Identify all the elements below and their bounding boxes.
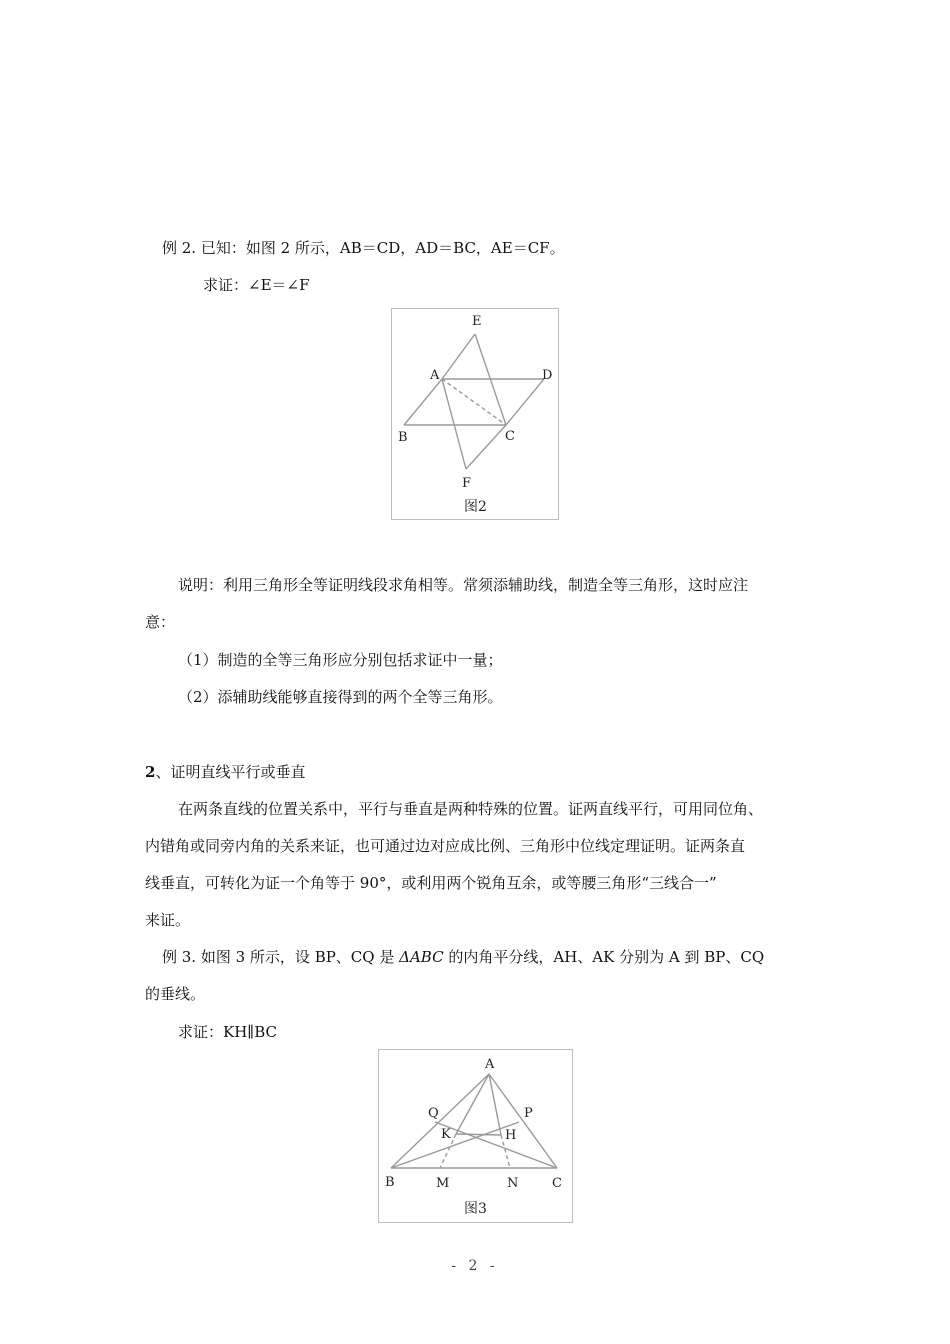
example3-line-1 (162, 946, 764, 967)
example3-line-2: 的垂线。 (145, 985, 206, 1003)
label-n: N (507, 1176, 519, 1191)
example3-prove: 求证：KH∥BC (178, 1023, 277, 1041)
figure-2 (391, 308, 559, 520)
label-d: D (542, 368, 553, 383)
label-b: B (385, 1175, 395, 1190)
section-2-title: 、证明直线平行或垂直 (155, 763, 306, 781)
segment-cd (506, 379, 544, 425)
segment-af (442, 379, 466, 469)
example3-line-1-end: 的内角平分线，AH、AK 分别为 A 到 BP、CQ (448, 948, 765, 966)
label-c: C (505, 429, 515, 444)
label-h: H (505, 1128, 517, 1143)
section-2-para-line-2: 内错角或同旁内角的关系来证，也可通过边对应成比例、三角形中位线定理证明。证两条直 (145, 837, 746, 855)
section-2-number: 2 (145, 763, 156, 781)
section-2-heading (145, 761, 305, 782)
label-p: P (524, 1106, 533, 1121)
section-2-para-line-1: 在两条直线的位置关系中，平行与垂直是两种特殊的位置。证两直线平行，可用同位角、 (178, 800, 764, 818)
example2-prove: 求证：∠E＝∠F (203, 276, 310, 294)
figure-3-diagram (379, 1050, 572, 1222)
label-m: M (436, 1176, 450, 1191)
page-number: - 2 - (451, 1258, 499, 1274)
segment-fc (466, 425, 506, 469)
label-c: C (552, 1176, 562, 1191)
segment-ab (404, 379, 442, 425)
label-q: Q (428, 1106, 439, 1121)
figure-2-diagram (392, 309, 558, 519)
figure-3 (378, 1049, 573, 1223)
section-2-para-line-4: 来证。 (145, 911, 191, 929)
note-item-2: （2）添辅助线能够直接得到的两个全等三角形。 (178, 688, 503, 706)
example2-given: 例 2. 已知：如图 2 所示，AB＝CD，AD＝BC，AE＝CF。 (162, 239, 565, 257)
dashed-ac (442, 379, 506, 425)
note-line-1: 说明：利用三角形全等证明线段求角相等。常须添辅助线，制造全等三角形，这时应注 (178, 576, 749, 594)
label-k: K (441, 1127, 451, 1142)
section-2-para-line-3: 线垂直，可转化为证一个角等于 90°，或利用两个锐角互余，或等腰三角形“三线合一” (145, 874, 717, 892)
figure-3-caption: 图3 (464, 1201, 487, 1217)
segment-ac (489, 1074, 557, 1168)
note-item-1: （1）制造的全等三角形应分别包括求证中一量； (178, 651, 503, 669)
triangle-abc-symbol: ΔABC (399, 948, 444, 966)
segment-ak (456, 1074, 489, 1134)
note-line-2: 意： (145, 613, 176, 631)
segment-ab (391, 1074, 489, 1168)
label-a: A (485, 1057, 495, 1072)
label-b: B (398, 430, 408, 445)
segment-kh (456, 1134, 501, 1135)
segment-ea (442, 334, 475, 379)
label-e: E (472, 314, 482, 329)
label-f: F (462, 476, 472, 491)
figure-2-caption: 图2 (464, 499, 487, 515)
example3-line-1-start: 例 3. 如图 3 所示，设 BP、CQ 是 (162, 948, 395, 966)
label-a: A (430, 368, 440, 383)
